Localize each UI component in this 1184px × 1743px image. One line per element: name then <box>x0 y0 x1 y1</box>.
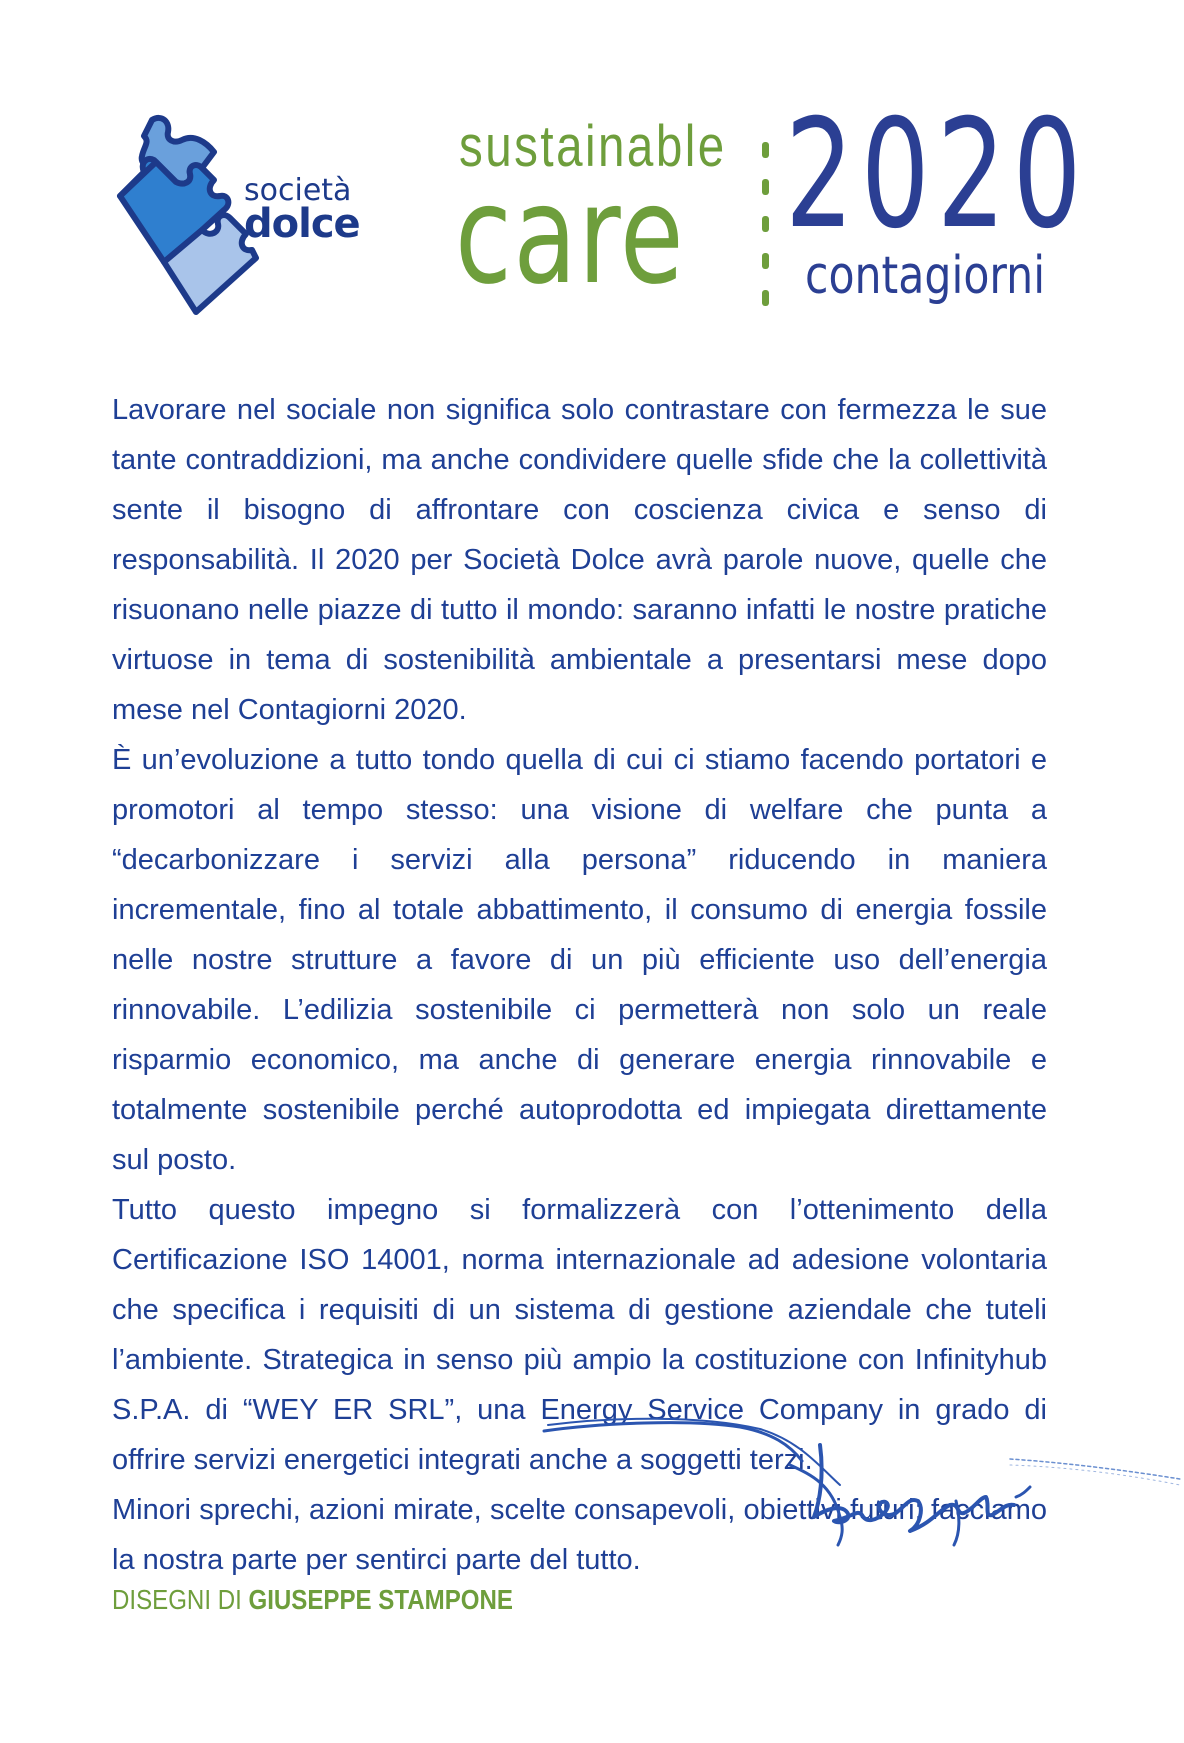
paragraph-1: Lavorare nel sociale non significa solo contrastare con fermezza le sue tante contraddizioni, ma anche condividere quelle sfide che la collettività sente il bisogno di affrontare con coscienza civica e senso di responsabilità. Il 2020 per Società Dolce avrà parole nuove, quelle che risuonano nelle piazze di tutto il mondo: saranno infatti le nostre pratiche virtuose in tema di sostenibilità ambientale a presentarsi mese dopo mese nel Contagiorni 2020. <box>112 394 1047 726</box>
puzzle-logo-icon <box>110 112 260 322</box>
logo-text-line1: società <box>244 173 352 208</box>
societa-dolce-logo <box>110 112 370 322</box>
title-year: 2020 <box>785 88 1089 262</box>
paragraph-2: È un’evoluzione a tutto tondo quella di cui ci stiamo facendo portatori e promotori al tempo stesso: una visione di welfare che punta a “decarbonizzare i servizi alla persona” riducendo in maniera incrementale, fino al totale abbattimento, il consumo di energia fossile nelle nostre strutture a favore di un più efficiente uso dell’energia rinnovabile. L’edilizia sostenibile ci permetterà non solo un reale risparmio economico, ma anche di generare energia rinnovabile e totalmente sostenibile perché autoprodotta ed impiegata direttamente sul posto. <box>112 744 1047 1176</box>
logo-text-line2: dolce <box>244 201 360 247</box>
paragraph-3: Tutto questo impegno si formalizzerà con l’ottenimento della Certificazione ISO 14001, norma internazionale ad adesione volontaria che specifica i requisiti di un sistema di gestione aziendale che tuteli l’ambiente. Strategica in senso più ampio la costituzione con Infinityhub S.P.A. di “WEY ER SRL”, una Energy Service Company in grado di offrire servizi energetici integrati anche a soggetti terzi. <box>112 1194 1047 1476</box>
title-contagiorni: contagiorni <box>805 246 1046 306</box>
paragraph-4: Minori sprechi, azioni mirate, scelte consapevoli, obiettivi futuri: facciamo la nostra parte per sentirci parte del tutto. <box>112 1494 1047 1576</box>
title-care: care <box>455 157 686 315</box>
credit-name: GIUSEPPE STAMPONE <box>248 1584 513 1615</box>
title-sustainable: sustainable <box>459 114 727 179</box>
title-divider <box>762 142 770 302</box>
credit-prefix: DISEGNI DI <box>112 1584 249 1615</box>
illustrations-credit <box>112 1584 513 1616</box>
handwritten-signature-icon <box>540 1405 1184 1565</box>
calendar-title <box>455 88 1089 330</box>
signature <box>540 1405 1184 1565</box>
